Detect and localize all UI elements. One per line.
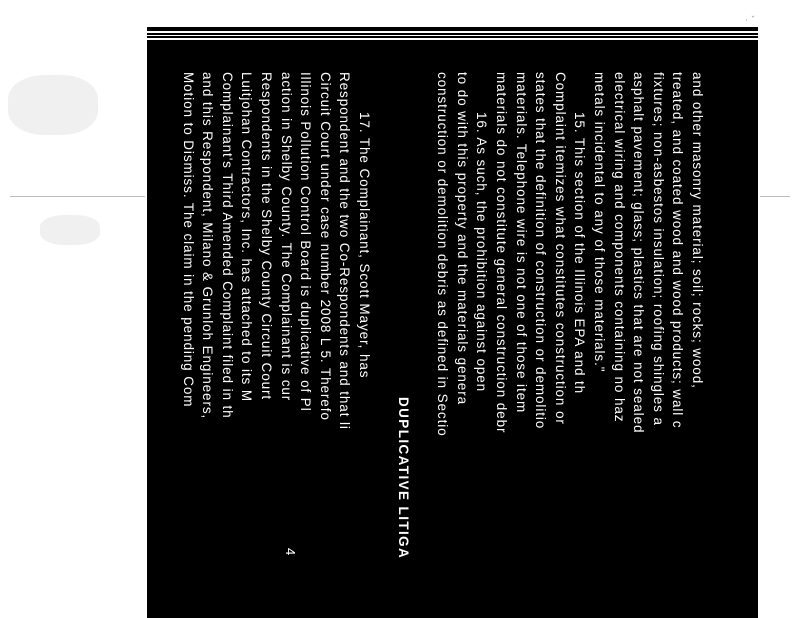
- body-line: materials. Telephone wire is not one of those item: [513, 72, 529, 414]
- scan-smudge: [8, 75, 98, 135]
- header-rule: [147, 38, 758, 40]
- body-line: fixtures; non-asbestos insulation; roofing shingles a: [650, 72, 666, 426]
- body-line: Luitjohan Contractors, Inc. has attached to its M: [239, 72, 255, 402]
- body-line: and this Respondent, Milano & Grunloh Engineers,: [200, 72, 216, 420]
- inverted-scan-page: [147, 27, 758, 618]
- body-line: asphalt pavement; glass; plastics that are not sealed: [631, 72, 647, 434]
- body-line: Complaint itemizes what constitutes construction or: [552, 72, 568, 425]
- page-number: 4: [283, 548, 298, 556]
- paragraph-15-start: 15. This section of the Illinois EPA and th: [572, 112, 588, 395]
- body-line: metals incidental to any of those materials.": [592, 72, 608, 373]
- body-line: states that the definition of construction or demolitio: [533, 72, 549, 430]
- scan-specks: · ˇ: [745, 16, 756, 26]
- header-rule: [147, 35, 758, 36]
- body-line: action in Shelby County. The Complainant is cur: [278, 72, 294, 402]
- body-line: Illinois Pollution Control Board is duplicative of Pl: [298, 72, 314, 412]
- body-line: to do with this property and the materials genera: [454, 72, 470, 406]
- paragraph-gap: [413, 72, 433, 618]
- margin-line: [760, 196, 790, 197]
- body-line: treated, and coated wood and wood products; wall c: [670, 72, 686, 429]
- header-rule: [147, 31, 758, 33]
- scan-smudge: [40, 215, 100, 245]
- document-body: [178, 72, 707, 618]
- paragraph-16-start: 16. As such, the prohibition against open: [474, 112, 490, 393]
- body-line: construction or demolition debris as defined in Sectio: [435, 72, 451, 437]
- paragraph-gap: [374, 72, 394, 618]
- section-heading: DUPLICATIVE LITIGA: [396, 397, 412, 560]
- body-line: materials do not constitute general construction debr: [494, 72, 510, 434]
- body-line: Motion to Dismiss. The claim in the pending Com: [180, 72, 196, 408]
- body-line: Respondents in the Shelby County Circuit Court: [258, 72, 274, 401]
- body-line: electrical wiring and components containing no haz: [611, 72, 627, 423]
- body-line: and other masonry material; soil; rocks; wood,: [690, 72, 705, 389]
- body-line: Respondent and the two Co-Respondents and that li: [337, 72, 353, 430]
- body-line: Circuit Court under case number 2008 L 5. Therefo: [317, 72, 333, 421]
- paragraph-17-start: 17. The Complainant, Scott Mayer, has: [356, 112, 372, 379]
- margin-line: [10, 196, 145, 197]
- body-line: Complainant's Third Amended Complaint filed in th: [219, 72, 235, 419]
